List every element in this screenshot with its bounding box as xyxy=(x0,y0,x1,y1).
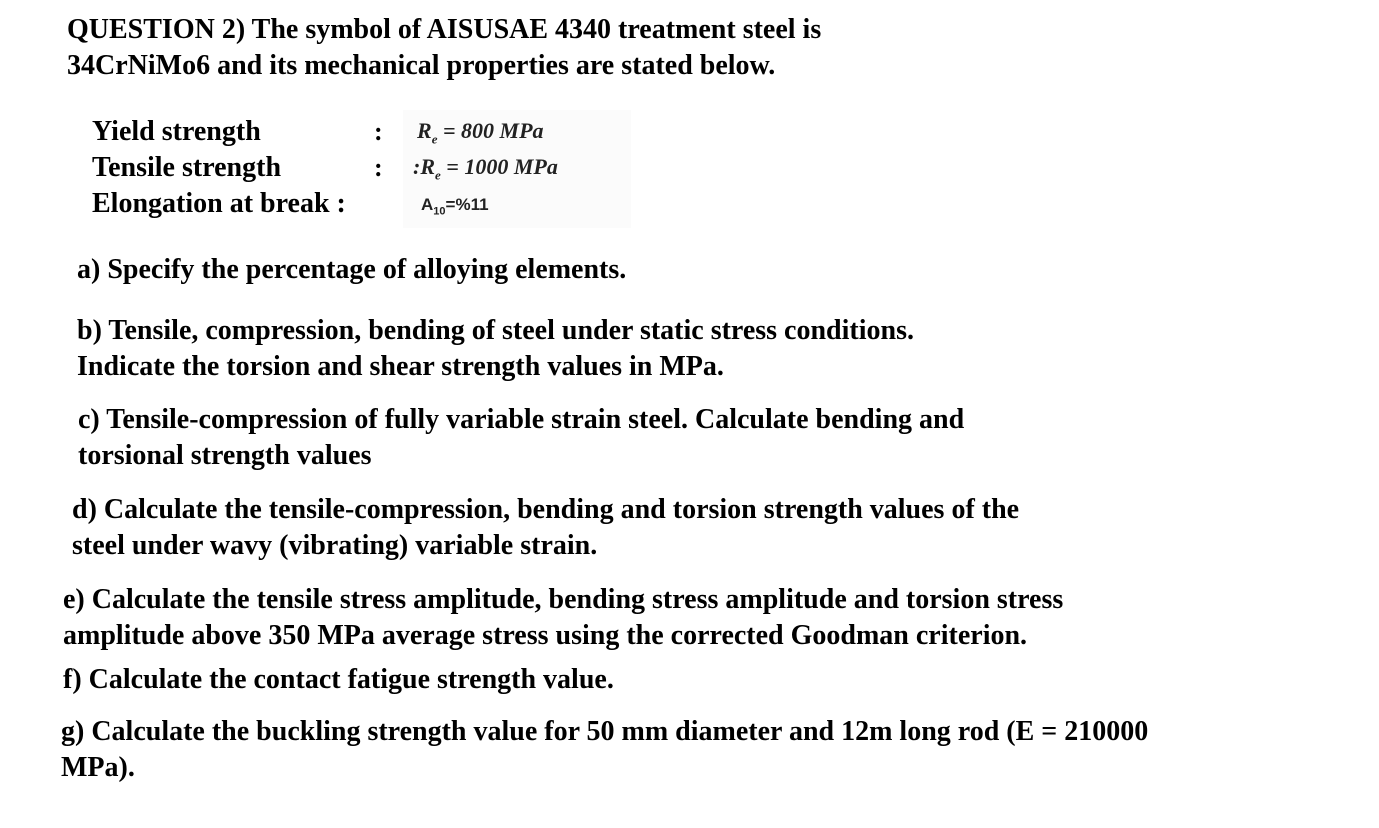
part-d-line-2: steel under wavy (vibrating) variable strain. xyxy=(72,530,598,561)
part-g-line-2: MPa). xyxy=(61,752,135,783)
part-b-line-1: b) Tensile, compression, bending of steel under static stress conditions. xyxy=(77,315,914,346)
part-a: a) Specify the percentage of alloying elements. xyxy=(77,254,627,285)
part-e-line-2: amplitude above 350 MPa average stress using the corrected Goodman criterion. xyxy=(63,620,1028,651)
yield-strength-label: Yield strength xyxy=(92,116,261,147)
part-d-line-1: d) Calculate the tensile-compression, bending and torsion strength values of the xyxy=(72,494,1020,525)
tensile-strength-label: Tensile strength xyxy=(92,152,282,183)
part-c-line-1: c) Tensile-compression of fully variable strain steel. Calculate bending and xyxy=(78,404,965,435)
yield-strength-colon: : xyxy=(374,117,383,146)
part-c-line-2: torsional strength values xyxy=(78,440,372,471)
question-title-line-2: 34CrNiMo6 and its mechanical properties are stated below. xyxy=(67,50,776,81)
tensile-strength-value: $:R_e = 1000$ MPa xyxy=(413,154,558,183)
part-e-line-1: e) Calculate the tensile stress amplitude, bending stress amplitude and torsion stress xyxy=(63,584,1064,615)
question-title-line-1: QUESTION 2) The symbol of AISUSAE 4340 treatment steel is xyxy=(67,14,822,45)
tensile-strength-colon: : xyxy=(374,153,383,182)
part-g-line-1: g) Calculate the buckling strength value for 50 mm diameter and 12m long rod (E = 210000 xyxy=(61,716,1149,747)
elongation-label: Elongation at break : xyxy=(92,188,346,219)
part-b-line-2: Indicate the torsion and shear strength values in MPa. xyxy=(77,351,724,382)
part-f: f) Calculate the contact fatigue strength value. xyxy=(63,664,614,695)
elongation-value: $A_{10}=\%11$ xyxy=(421,195,489,218)
yield-strength-value: $R_e = 800$ MPa xyxy=(417,118,544,147)
